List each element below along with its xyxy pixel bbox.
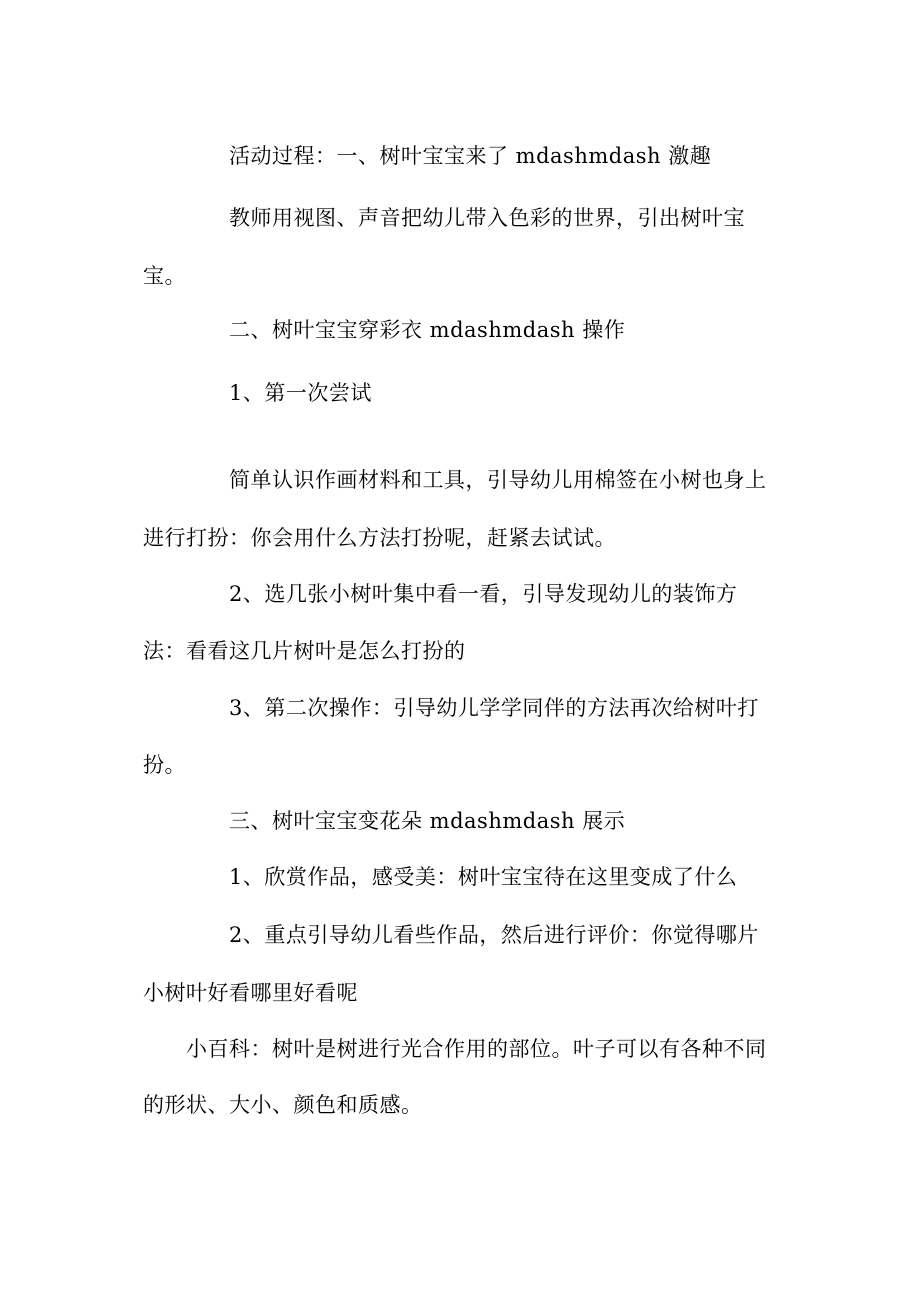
paragraph-line: 法：看看这几片树叶是怎么打扮的	[143, 639, 466, 663]
paragraph-line: 3、第二次操作：引导幼儿学学同伴的方法再次给树叶打	[229, 696, 759, 720]
paragraph-line: 2、重点引导幼儿看些作品，然后进行评价：你觉得哪片	[229, 923, 759, 947]
paragraph-line: 简单认识作画材料和工具，引导幼儿用棉签在小树也身上	[229, 468, 767, 492]
paragraph-line: 2、选几张小树叶集中看一看，引导发现幼儿的装饰方	[229, 582, 738, 606]
encyclopedia-note: 的形状、大小、颜色和质感。	[143, 1093, 423, 1117]
paragraph-line: 扮。	[143, 753, 186, 777]
encyclopedia-note: 小百科：树叶是树进行光合作用的部位。叶子可以有各种不同	[186, 1037, 767, 1061]
section-heading-3: 三、树叶宝宝变花朵 mdashmdash 展示	[229, 809, 626, 833]
paragraph-line: 进行打扮：你会用什么方法打扮呢，赶紧去试试。	[143, 526, 616, 550]
section-heading-2: 二、树叶宝宝穿彩衣 mdashmdash 操作	[229, 318, 626, 342]
paragraph-line: 宝。	[143, 264, 186, 288]
activity-process-heading: 活动过程：一、树叶宝宝来了 mdashmdash 激趣	[229, 144, 712, 168]
paragraph-line: 1、欣赏作品，感受美：树叶宝宝待在这里变成了什么	[229, 865, 738, 889]
paragraph-line: 教师用视图、声音把幼儿带入色彩的世界，引出树叶宝	[229, 206, 745, 230]
paragraph-line: 小树叶好看哪里好看呢	[143, 981, 358, 1005]
step-heading: 1、第一次尝试	[229, 381, 372, 405]
